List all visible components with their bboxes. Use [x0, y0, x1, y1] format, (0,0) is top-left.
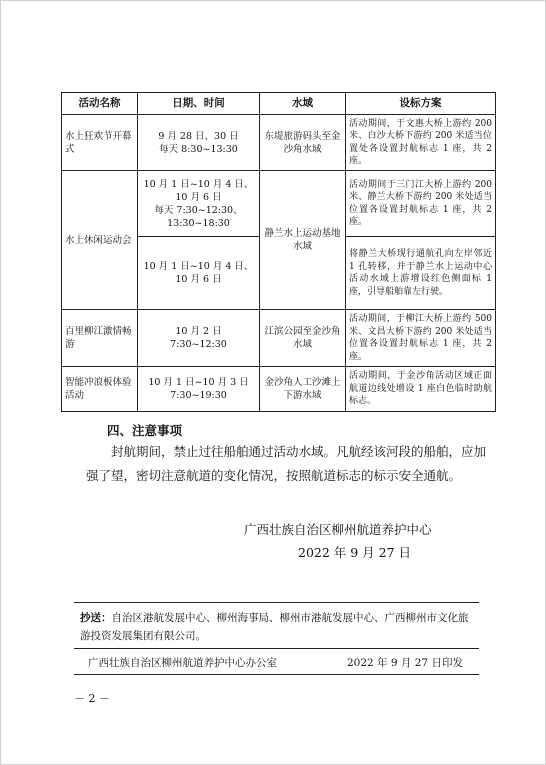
header-marking-plan: 设标方案	[346, 93, 496, 115]
activity-name: 水上休闲运动会	[62, 171, 138, 310]
water-area: 金沙角人工沙滩上下游水域	[260, 367, 346, 412]
section-title-notes: 四、注意事项	[107, 423, 183, 438]
cc-label: 抄送：	[80, 612, 112, 624]
date-line: 7:30~12:30	[170, 339, 227, 350]
marking-plan: 活动期间，于柳江大桥上游约 500 米、文昌大桥下游约 200 米处适当位置各设置封航标志 1 座，共 2 座。	[346, 310, 496, 367]
date-line: 每天 8:30~13:30	[159, 143, 238, 155]
date-line: 每天 7:30~12:30、	[154, 204, 243, 216]
print-date: 2022 年 9 月 27 日印发	[347, 657, 463, 669]
date-line: 10 月 6 日	[175, 274, 222, 285]
signature-date: 2022 年 9 月 27 日	[298, 545, 412, 560]
activity-name: 水上狂欢节开幕式	[62, 115, 138, 171]
date-line: 10 月 6 日	[175, 191, 222, 203]
water-area: 江滨公园至金沙角水域	[260, 310, 346, 367]
activity-dates	[138, 115, 260, 171]
marking-plan: 活动期间于三门江大桥上游约 200 米、静兰大桥下游约 200 米处适当位置各设置封航标志 1 座，共 2 座。	[346, 171, 496, 237]
marking-plan: 活动期间，于金沙角活动区域正面航道边线处增设 1 座白色临时助航标志。	[346, 367, 496, 412]
marking-plan: 活动期间，于文惠大桥上游约 200 米、白沙大桥下游约 200 米适当位置处各设置封航标志 1 座，共 2 座。	[346, 115, 496, 171]
cc-list	[80, 609, 476, 645]
header-activity-name: 活动名称	[62, 93, 138, 115]
date-line: 7:30~19:30	[170, 390, 227, 401]
header-water-area: 水域	[260, 93, 346, 115]
divider-middle	[74, 648, 479, 649]
signature-organization: 广西壮族自治区柳州航道养护中心	[244, 522, 432, 537]
activity-dates	[138, 171, 260, 237]
notice-paragraph: 封航期间，禁止过往船舶通过活动水域。凡航经该河段的船舶，应加强了望，密切注意航道的变化情况，按照航道标志的标示安全通航。	[86, 444, 487, 483]
date-line: 10 月 1 日~10 月 4 日、	[143, 261, 254, 272]
date-line: 10 月 1 日~10 月 4 日、	[143, 178, 254, 190]
table-row	[62, 171, 496, 237]
table-row	[62, 115, 496, 171]
header-date-time: 日期、时间	[138, 93, 260, 115]
divider-top	[74, 602, 479, 603]
date-line: 9 月 28 日、30 日	[158, 130, 239, 142]
issuing-office: 广西壮族自治区柳州航道养护中心办公室	[88, 657, 277, 669]
water-area: 东堤旅游码头至金沙角水域	[260, 115, 346, 171]
date-line: 13:30~18:30	[167, 217, 230, 229]
activity-name: 百里柳江激情畅游	[62, 310, 138, 367]
activity-schedule-table	[61, 92, 496, 412]
activity-dates	[138, 237, 260, 310]
activity-name: 智能冲浪板体验活动	[62, 367, 138, 412]
activity-dates	[138, 310, 260, 367]
date-line: 10 月 1 日~10 月 3 日	[148, 377, 249, 388]
cc-recipients: 自治区港航发展中心、柳州海事局、柳州市港航发展中心、广西柳州市文化旅游投资发展集团有限公司。	[80, 612, 469, 642]
table-row	[62, 310, 496, 367]
page-number: － 2 －	[74, 692, 110, 705]
activity-dates	[138, 367, 260, 412]
divider-bottom	[74, 674, 479, 675]
table-row	[62, 367, 496, 412]
date-line: 10 月 2 日	[175, 326, 222, 337]
table-header-row	[62, 93, 496, 115]
water-area: 静兰水上运动基地水域	[260, 171, 346, 310]
marking-plan: 将静兰大桥现行通航孔向左岸邻近 1 孔转移，并于静兰水上运动中心活动水域上游增设红色侧面标 1 座，引导船舶靠左行驶。	[346, 237, 496, 310]
